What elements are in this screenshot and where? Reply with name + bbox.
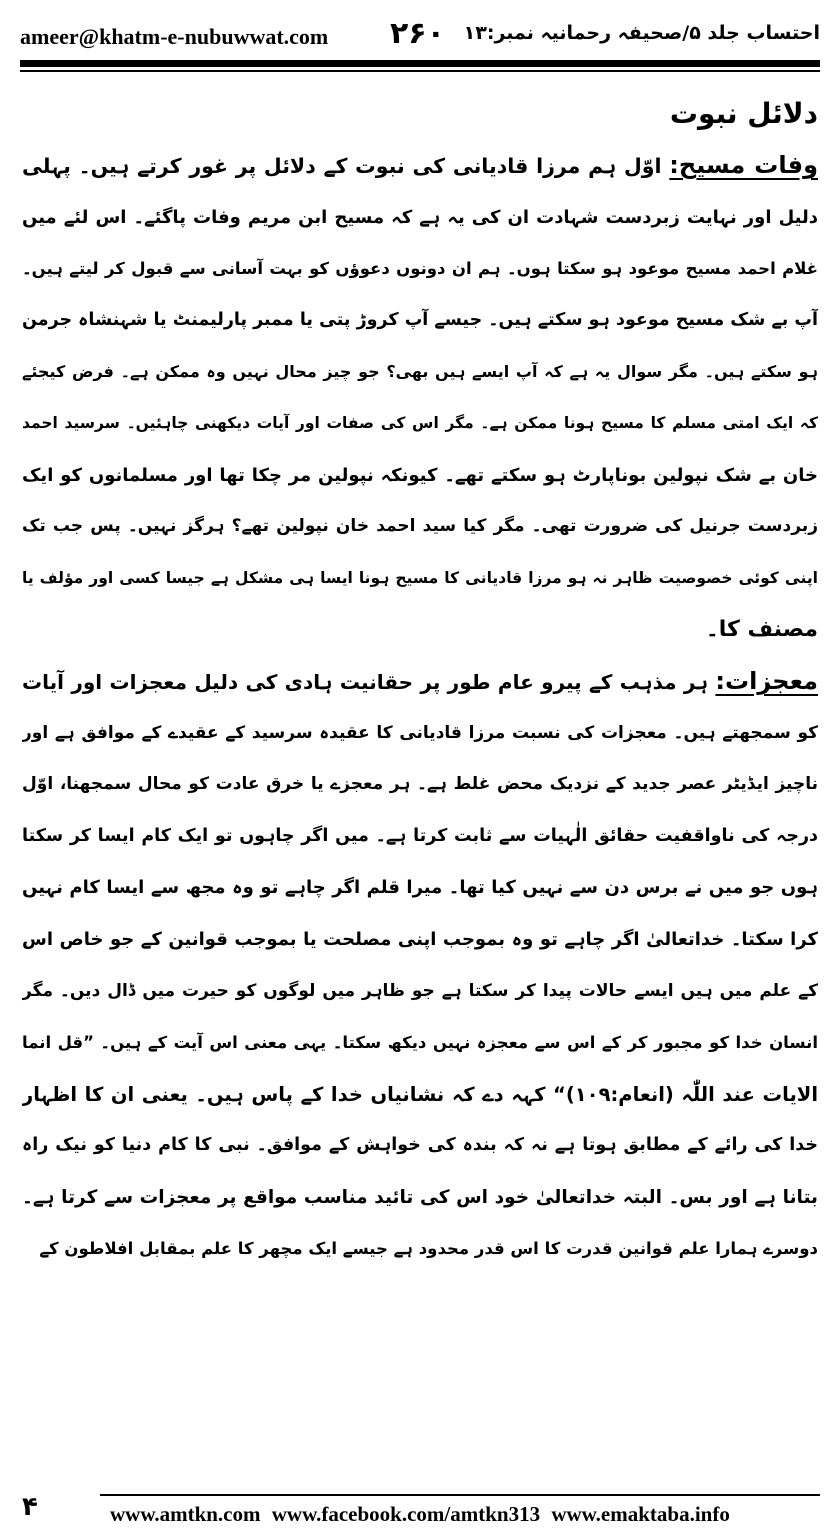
section-keyword: وفات مسیح: [669, 151, 818, 179]
line-text: کرا سکتا۔ خداتعالیٰ اگر چاہے تو وہ بموجب اپنی مصلحت یا بموجب قوانین کے جو خاص اس [22, 928, 818, 950]
text-line [22, 1120, 818, 1172]
line-text: آپ بے شک مسیح موعود ہو سکتے ہیں۔ جیسے آپ کروڑ پتی یا ممبر پارلیمنٹ یا شہنشاہ جرمن [22, 309, 818, 330]
section-heading: دلائل نبوت [669, 97, 818, 130]
text-line [22, 140, 818, 192]
text-line [22, 862, 818, 914]
line-text: کہ ایک امتی مسلم کا مسیح ہونا ممکن ہے۔ مگر اس کی صفات اور آیات دیکھنی چاہئیں۔ سرسید احمد [22, 413, 818, 432]
page-body [22, 88, 818, 1275]
text-line [22, 450, 818, 502]
line-text: درجہ کی ناواقفیت حقائق الٰہیات سے ثابت کرتا ہے۔ میں اگر چاہوں تو ایک کام ایسا کر سکتا [22, 825, 818, 846]
header-email: ameer@khatm-e-nubuwwat.com [20, 24, 329, 49]
header-book-title: احتساب جلد ۵/صحیفہ رحمانیہ نمبر:۱۳ [463, 22, 820, 44]
footer-link[interactable]: www.facebook.com/amtkn313 [271, 1502, 541, 1526]
text-line [22, 656, 818, 708]
line-text: خان بے شک نپولین بوناپارٹ ہو سکتے تھے۔ کیونکہ نپولین مر چکا تھا اور مسلمانوں کو ایک [22, 464, 818, 486]
line-text: زبردست جرنیل کی ضرورت تھی۔ مگر کیا سید احمد خان نپولین تھے؟ ہرگز نہیں۔ پس جب تک [22, 516, 818, 537]
footer-rule [100, 1494, 820, 1496]
text-line [22, 295, 818, 347]
text-line [22, 604, 818, 656]
text-line [22, 1172, 818, 1224]
line-text: ہر مذہب کے پیرو عام طور پر حقانیت ہادی کی دلیل معجزات اور آیات [22, 669, 709, 694]
text-line [22, 346, 818, 398]
page-header [20, 14, 820, 54]
footer-page-marker: ۴ [22, 1492, 38, 1522]
text-line [22, 243, 818, 295]
line-text: الایات عند اللّٰہ (انعام:۱۰۹)“ کہہ دے کہ نشانیاں خدا کے پاس ہیں۔ یعنی ان کا اظہار [22, 1082, 818, 1106]
line-text: اپنی کوئی خصوصیت ظاہر نہ ہو مرزا قادیانی کا مسیح ہونا ایسا ہی مشکل ہے جیسا کسی اور مؤلف یا [22, 568, 818, 587]
line-text: ہو سکتے ہیں۔ مگر سوال یہ ہے کہ آپ ایسے ہیں بھی؟ جو چیز محال نہیں وہ ممکن ہے۔ فرض کیجئے [22, 362, 818, 382]
line-text: ہوں جو میں نے برس دن سے نہیں کیا تھا۔ میرا قلم اگر چاہے تو وہ مجھ سے ایسا کام نہیں [22, 877, 818, 899]
line-text: خدا کی رائے کے مطابق ہوتا ہے نہ کہ بندہ کی خواہش کے موافق۔ نبی کا کام دنیا کو نیک راہ [22, 1135, 818, 1156]
paragraph [22, 656, 818, 1275]
line-text: غلام احمد مسیح موعود ہو سکتا ہوں۔ ہم ان دونوں دعوؤں کو بہت آسانی سے قبول کر لیتے ہیں۔ [22, 259, 818, 279]
text-line [22, 553, 818, 605]
line-text: بتانا ہے اور بس۔ البتہ خداتعالیٰ خود اس کی تائید مناسب مواقع پر معجزات سے کرتا ہے۔ [22, 1186, 818, 1208]
line-text: کے علم میں ہیں ایسے حالات پیدا کر سکتا ہے جو ظاہر میں لوگوں کو حیرت میں ڈال دیں۔ مگر [22, 980, 818, 1001]
header-page-number: ۲۶۰ [390, 16, 445, 51]
sections-container [22, 140, 818, 1275]
text-line [22, 192, 818, 244]
header-rule-thick [20, 60, 820, 67]
line-text: دلیل اور نہایت زبردست شہادت ان کی یہ ہے کہ مسیح ابن مریم وفات پاگئے۔ اس لئے میں [22, 206, 818, 228]
footer-link[interactable]: www.amtkn.com [110, 1502, 261, 1526]
text-line [22, 966, 818, 1018]
line-text: دوسرے ہمارا علم قوانین قدرت کا اس قدر محدود ہے جیسے ایک مچھر کا علم بمقابل افلاطون کے [39, 1239, 818, 1259]
footer-links [110, 1502, 820, 1527]
text-line [22, 1017, 818, 1069]
header-rule-thin [20, 70, 820, 72]
paragraph [22, 140, 818, 656]
line-text: ناچیز ایڈیٹر عصر جدید کے نزدیک محض غلط ہے۔ ہر معجزے یا خرق عادت کو محال سمجھنا، اوّل [22, 774, 818, 795]
text-line [22, 759, 818, 811]
text-line [22, 1223, 818, 1275]
line-text: مصنف کا۔ [705, 617, 818, 643]
text-line [22, 708, 818, 760]
text-line [22, 811, 818, 863]
text-line [22, 501, 818, 553]
text-line [22, 398, 818, 450]
line-text: کو سمجھتے ہیں۔ معجزات کی نسبت مرزا قادیانی کا عقیدہ سرسید کے عقیدے کے موافق ہے اور [22, 722, 818, 743]
line-text: انسان خدا کو مجبور کر کے اس سے معجزہ نہیں دیکھ سکتا۔ یہی معنی اس آیت کے ہیں۔ ”قل انما [22, 1033, 818, 1053]
section-keyword: معجزات: [715, 666, 818, 695]
footer-link[interactable]: www.emaktaba.info [551, 1502, 730, 1526]
text-line [22, 914, 818, 966]
text-line [22, 1069, 818, 1121]
page-footer [0, 1488, 840, 1540]
line-text: اوّل ہم مرزا قادیانی کی نبوت کے دلائل پر غور کرتے ہیں۔ پہلی [22, 154, 662, 178]
